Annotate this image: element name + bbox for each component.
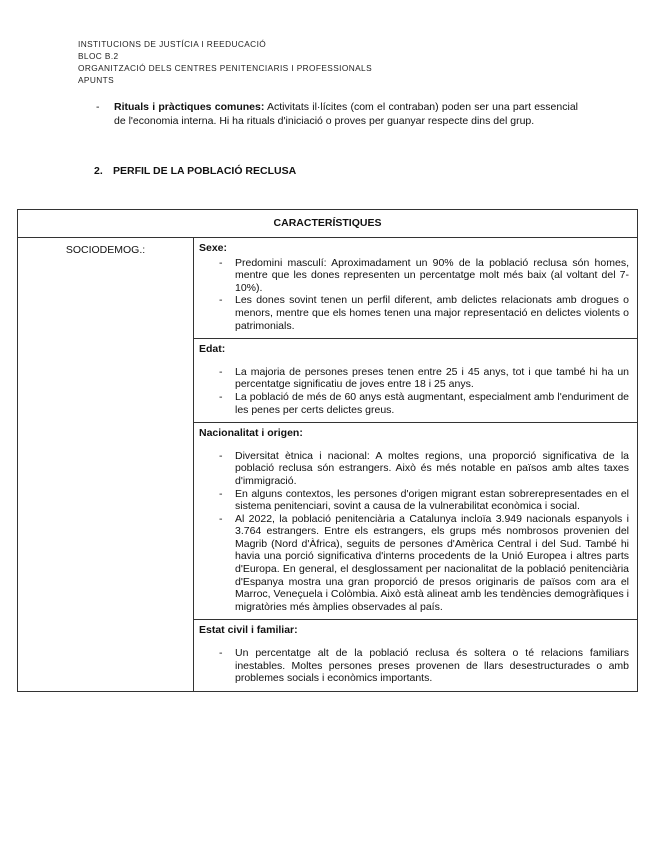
table-header-row [18, 210, 638, 238]
section-number: 2. [94, 165, 103, 177]
block-sex [194, 238, 637, 339]
block-title: Nacionalitat i origen: [199, 427, 303, 440]
characteristics-table [17, 209, 638, 692]
list-item: - Predomini masculí: Aproximadament un 90% de la població reclusa són homes, mentre que les dones representen un percentatge molt més baix (al voltant del 7-10%). [219, 257, 629, 295]
block-title: Edat: [199, 343, 226, 356]
list-item: - La majoria de persones preses tenen entre 25 i 45 anys, tot i que també hi ha un percentatge significatiu de joves entre 18 i 25 anys. [219, 366, 629, 391]
header-line-notes: APUNTS [78, 75, 115, 85]
header-line-institution: INSTITUCIONS DE JUSTÍCIA I REEDUCACIÓ [78, 39, 267, 49]
block-age [194, 339, 637, 423]
header-line-subject: ORGANITZACIÓ DELS CENTRES PENITENCIARIS I PROFESSIONALS [78, 63, 373, 73]
header-line-block: BLOC B.2 [78, 51, 119, 61]
section-title: PERFIL DE LA POBLACIÓ RECLUSA [113, 165, 297, 177]
item-list [199, 450, 629, 614]
row-content [194, 238, 638, 692]
list-item: - Al 2022, la població penitenciària a Catalunya incloïa 3.949 nacionals espanyols i 3.764 estrangers. Entre els estrangers, els grups més nombrosos provenien del Magrib (Nord d'Àfrica), seguits de persones d'Amèrica Central i del Sud. També hi havia una porció significativa d'interns procedents de la Unió Europea i altres parts d'Europa. En general, el desglossament per nacionalitat de la població penitenciària d'Espanya mostra una gran proporció de presos originaris de països com ara el Marroc, Veneçuela i Colòmbia. Això està alineat amb les tendències demogràfiques i migratòries més àmplies observades al país. [219, 513, 629, 614]
intro-paragraph [114, 101, 578, 128]
section-heading [94, 165, 296, 177]
intro-bullet-item [96, 101, 578, 128]
list-item: - En alguns contextos, les persones d'origen migrant estan sobrerepresentades en el sistema penitenciari, sovint a causa de la vulnerabilitat econòmica i social. [219, 488, 629, 513]
intro-bold-label: Rituals i pràctiques comunes: [114, 101, 265, 113]
list-item: - Un percentatge alt de la població reclusa és soltera o té relacions familiars inestables. Moltes persones preses provenen de llars desestructurades o amb problemes socials i econòmics importants. [219, 647, 629, 685]
intro-text: Activitats il·lícites (com el contraban) poden ser una part essencial de l'economia interna. Hi ha rituals d'iniciació o proves per guanyar respecte dins del grup. [114, 101, 578, 127]
table-header: CARACTERÍSTIQUES [18, 210, 638, 238]
list-item: - La població de més de 60 anys està augmentant, especialment amb l'enduriment de les penes per certs delictes greus. [219, 391, 629, 416]
block-nationality [194, 423, 637, 620]
item-list [199, 257, 629, 333]
block-title: Sexe: [199, 242, 228, 254]
table-row [18, 238, 638, 692]
item-list [199, 647, 629, 685]
list-item: - Les dones sovint tenen un perfil diferent, amb delictes relacionats amb drogues o menors, mentre que els homes tenen una major representació en delictes violents o patrimonials. [219, 294, 629, 332]
list-item: - Diversitat ètnica i nacional: A moltes regions, una proporció significativa de la població reclusa són estrangers. Això és més notable en països amb altes taxes d'immigració. [219, 450, 629, 488]
bullet-dash: - [96, 101, 100, 113]
block-title: Estat civil i familiar: [199, 624, 298, 637]
item-list [199, 366, 629, 416]
document-header [78, 38, 372, 86]
block-marital [194, 620, 637, 690]
row-label: SOCIODEMOG.: [18, 238, 194, 692]
